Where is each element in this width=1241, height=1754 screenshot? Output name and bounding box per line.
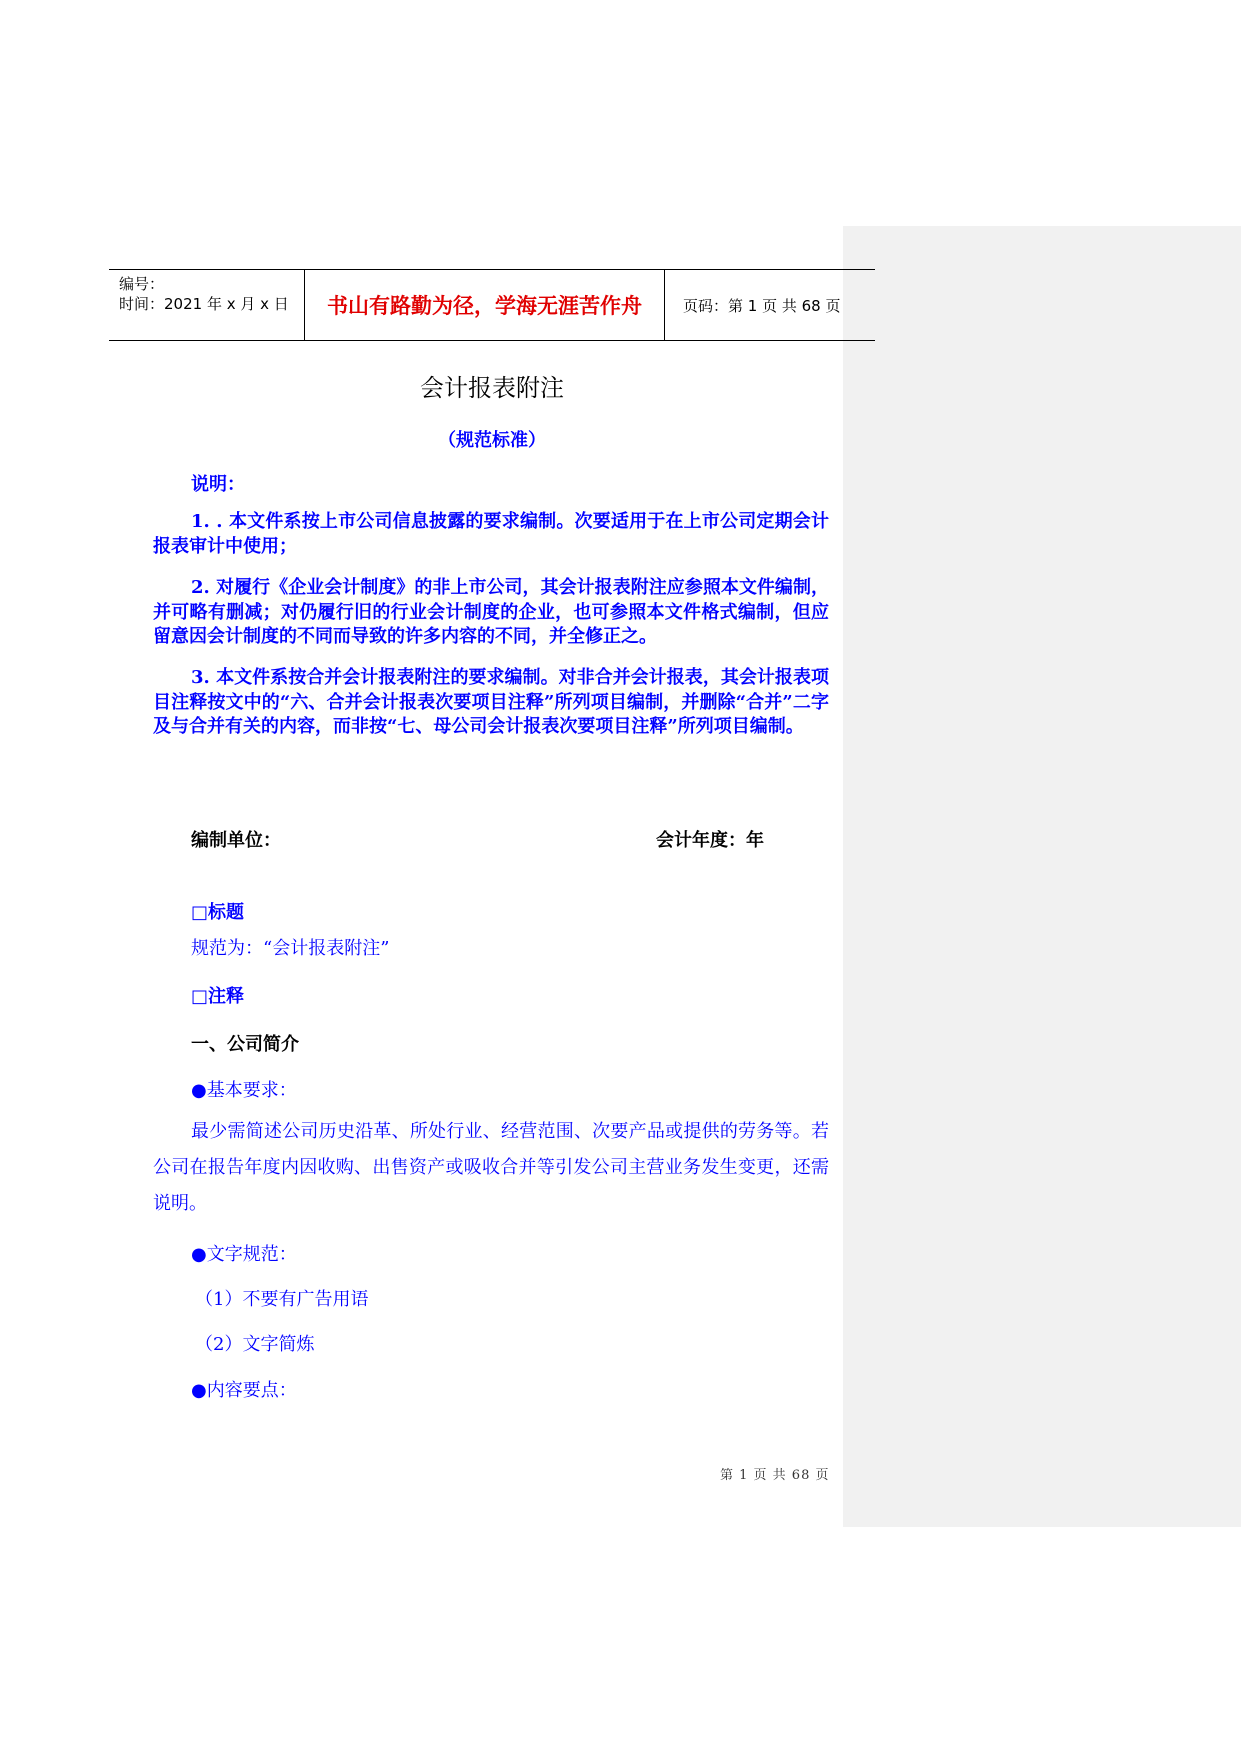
header-left-cell — [119, 270, 301, 344]
page-footer: 第 1 页 共 68 页 — [720, 1468, 830, 1483]
notes-heading: 说明： — [191, 474, 245, 495]
page-label: 页码：第 1 页 共 68 页 — [683, 296, 841, 315]
content-points-heading: ●内容要点： — [191, 1380, 297, 1401]
document-subtitle: （规范标准） — [438, 430, 546, 451]
header-motto-cell — [304, 270, 665, 340]
compiler-label: 编制单位： — [191, 830, 281, 851]
motto: 书山有路勤为径，学海无涯苦作舟 — [327, 294, 642, 318]
text-norm-item-1: （1）不要有广告用语 — [195, 1289, 369, 1310]
title-heading: □标题 — [191, 902, 245, 923]
note-paragraph-3: 3. 本文件系按合并会计报表附注的要求编制。对非合并会计报表，其会计报表项目注释按文中的“六、合并会计报表次要项目注释”所列项目编制，并删除“合并”二字及与合并有关的内容，而非按“七、母公司会计报表次要项目注释”所列项目编制。 — [153, 667, 829, 737]
notes-section-heading: □注释 — [191, 986, 245, 1007]
number-label: 编号： — [119, 275, 165, 293]
page-header — [109, 269, 875, 341]
note-paragraph-1: 1. . 本文件系按上市公司信息披露的要求编制。次要适用于在上市公司定期会计报表审计中使用； — [153, 511, 829, 557]
text-norm-item-2: （2）文字简炼 — [195, 1334, 315, 1355]
text-norm-heading: ●文字规范： — [191, 1244, 297, 1265]
document-title: 会计报表附注 — [420, 374, 564, 402]
time-label: 时间：2021 年 x 月 x 日 — [119, 295, 289, 313]
note-paragraph-2: 2. 对履行《企业会计制度》的非上市公司，其会计报表附注应参照本文件编制，并可略有删减；对仍履行旧的行业会计制度的企业，也可参照本文件格式编制，但应留意因会计制度的不同而导致的许多内容的不同，并全修正之。 — [153, 577, 829, 647]
fiscal-year-label: 会计年度：年 — [656, 830, 764, 851]
basic-requirements-text: 最少需简述公司历史沿革、所处行业、经营范围、次要产品或提供的劳务等。若公司在报告年度内因收购、出售资产或吸收合并等引发公司主营业务发生变更，还需说明。 — [153, 1121, 829, 1214]
comment-sidebar — [843, 226, 1241, 1527]
title-norm: 规范为：“会计报表附注” — [191, 938, 390, 959]
section-one-heading: 一、公司简介 — [191, 1034, 299, 1055]
header-page-cell — [665, 270, 893, 340]
basic-requirements-heading: ●基本要求： — [191, 1080, 297, 1101]
